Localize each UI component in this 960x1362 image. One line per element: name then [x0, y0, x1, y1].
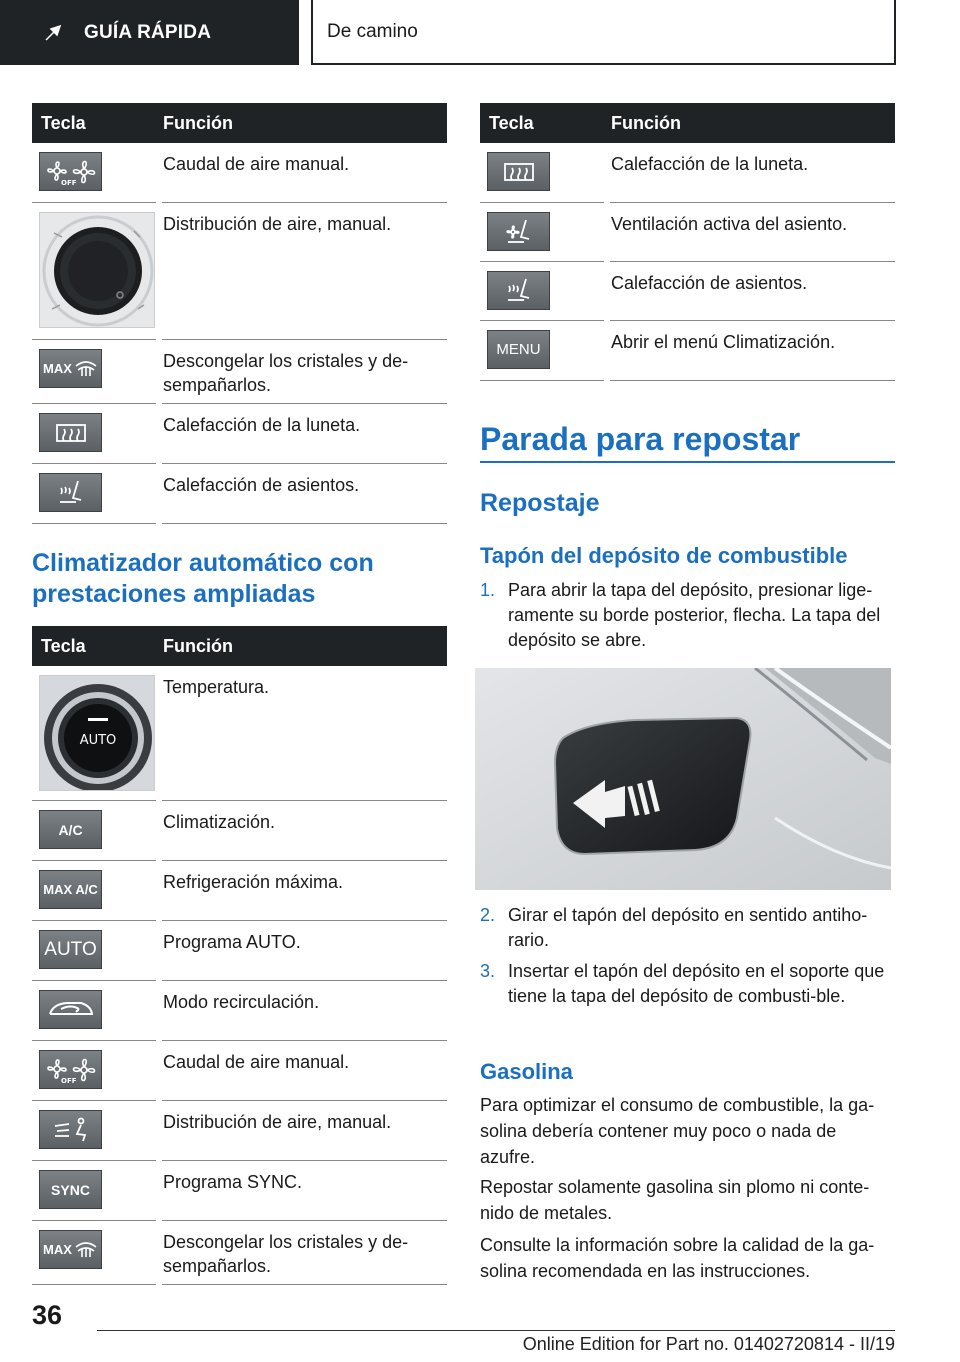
table-row	[32, 801, 447, 861]
gasolina-paragraph: Repostar solamente gasolina sin plomo ni conte-nido de metales.	[480, 1177, 870, 1223]
table-row	[32, 203, 447, 340]
function-text: Calefacción de asientos.	[163, 475, 360, 495]
svg-text:OFF: OFF	[60, 178, 77, 187]
rear-window-heat-icon	[487, 152, 550, 191]
sync-icon: SYNC	[39, 1170, 102, 1209]
gasolina-paragraph: Consulte la información sobre la calidad de la ga-solina recomendada en las instrucciones.	[480, 1235, 875, 1281]
table-row	[32, 1221, 447, 1285]
rear-window-heat-icon	[39, 413, 102, 452]
table-row	[32, 1041, 447, 1101]
function-text: Descongelar los cristales y de-sempañarlos.	[163, 351, 409, 395]
function-text: Distribución de aire, manual.	[163, 1112, 392, 1132]
table-row	[32, 981, 447, 1041]
section-rule	[480, 461, 895, 463]
function-text: Distribución de aire, manual.	[163, 214, 392, 234]
table-row	[480, 143, 895, 203]
table-row	[32, 404, 447, 464]
ac-icon: A/C	[39, 810, 102, 849]
function-text: Abrir el menú Climatización.	[611, 332, 836, 352]
menu-icon: MENU	[487, 330, 550, 369]
table-row	[480, 262, 895, 321]
col-key: Tecla	[41, 112, 86, 133]
col-function: Función	[163, 112, 233, 133]
air-distribution-icon	[39, 1110, 102, 1149]
max-defrost-icon: MAX	[39, 1230, 102, 1269]
function-text: Modo recirculación.	[163, 992, 320, 1012]
function-text: Calefacción de la luneta.	[611, 154, 809, 174]
table-row	[32, 921, 447, 981]
col-key: Tecla	[489, 112, 534, 133]
table-header	[32, 103, 447, 143]
footer-text: Online Edition for Part no. 01402720814 - II/19	[522, 1334, 895, 1354]
gasolina-title: Gasolina	[480, 1059, 573, 1084]
function-text: Calefacción de la luneta.	[163, 415, 361, 435]
table-row	[480, 203, 895, 262]
subsub-title: Tapón del depósito de combustible	[480, 543, 848, 568]
function-text: Climatización.	[163, 812, 276, 832]
chapter-title: GUÍA RÁPIDA	[84, 21, 212, 43]
max-ac-icon: MAX A/C	[39, 870, 102, 909]
function-text: Caudal de aire manual.	[163, 154, 350, 174]
seat-heat-icon	[39, 473, 102, 512]
table-row	[32, 464, 447, 524]
table-row	[32, 143, 447, 203]
page-number: 36	[32, 1300, 63, 1330]
svg-text:OFF: OFF	[60, 1076, 77, 1085]
col-key: Tecla	[41, 635, 86, 656]
step-item: 3. Insertar el tapón del depósito en el soporte que tiene la tapa del depósito de combusti-ble.	[480, 961, 885, 1006]
gasolina-paragraph: Para optimizar el consumo de combustible, la ga-solina debería contener muy poco o nada de azufre.	[480, 1095, 875, 1167]
heading-climatizador: Climatizador automático con prestaciones ampliadas	[32, 549, 374, 608]
table-header	[480, 103, 895, 143]
table-row	[32, 1161, 447, 1221]
footer-rule	[97, 1330, 895, 1331]
col-function: Función	[611, 112, 681, 133]
max-defrost-icon: MAX	[39, 349, 102, 388]
table-row	[480, 321, 895, 381]
chapter-tab	[0, 0, 299, 65]
controls-table-3	[480, 103, 895, 381]
table-row	[32, 340, 447, 404]
fan-off-fan-icon	[39, 1050, 102, 1089]
step-item: 2. Girar el tapón del depósito en sentido antiho-rario.	[480, 905, 868, 950]
fan-off-fan-icon	[39, 152, 102, 191]
function-text: Caudal de aire manual.	[163, 1052, 350, 1072]
function-text: Refrigeración máxima.	[163, 872, 344, 892]
function-text: Programa SYNC.	[163, 1172, 303, 1192]
section-title: De camino	[327, 20, 418, 42]
svg-text:AUTO: AUTO	[79, 733, 117, 748]
table-row	[32, 861, 447, 921]
function-text: Descongelar los cristales y de-sempañarlos.	[163, 1232, 409, 1276]
function-text: Programa AUTO.	[163, 932, 301, 952]
col-function: Función	[163, 635, 233, 656]
controls-table-2	[32, 626, 447, 1285]
fuel-flap-image	[475, 668, 891, 890]
temperature-dial-icon	[39, 675, 155, 791]
table-header	[32, 626, 447, 666]
auto-program-icon: AUTO	[39, 930, 102, 969]
section-tab	[311, 0, 896, 65]
seat-ventilation-icon	[487, 212, 550, 251]
controls-table-1	[32, 103, 447, 524]
seat-heat-icon	[487, 271, 550, 310]
arrow-icon	[44, 24, 62, 42]
step-item: 1. Para abrir la tapa del depósito, presionar lige-ramente su borde posterior, flecha. La tapa del depósito se abre.	[480, 580, 881, 650]
air-distribution-dial-icon	[39, 212, 155, 328]
function-text: Ventilación activa del asiento.	[611, 214, 848, 234]
table-row	[32, 1101, 447, 1161]
recirculation-icon	[39, 990, 102, 1029]
function-text: Calefacción de asientos.	[611, 273, 808, 293]
section-title: Parada para repostar	[480, 421, 801, 457]
function-text: Temperatura.	[163, 677, 270, 697]
subsection-title: Repostaje	[480, 489, 600, 517]
table-row	[32, 666, 447, 801]
